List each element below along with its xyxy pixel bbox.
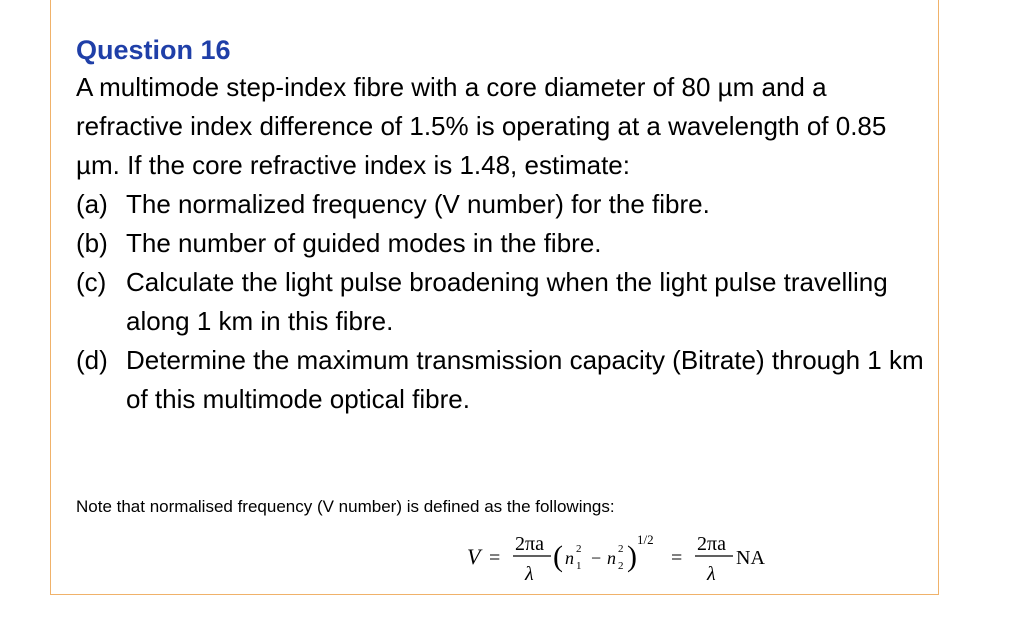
item-label: (b) bbox=[76, 228, 108, 258]
question-item-c bbox=[76, 263, 926, 341]
item-label: (d) bbox=[76, 345, 108, 375]
formula-denominator-2: λ bbox=[707, 563, 716, 585]
formula-n2-sub: 2 bbox=[618, 560, 624, 572]
formula-minus: − bbox=[591, 548, 602, 568]
formula-n1-sub: 1 bbox=[576, 560, 582, 572]
question-intro: A multimode step-index fibre with a core diameter of 80 µm and a refractive index difference of 1.5% is operating at a wavelength of 0.85 µm. If the core refractive index is 1.48, estimate: bbox=[76, 72, 887, 180]
question-title: Question 16 bbox=[76, 35, 231, 65]
v-number-formula bbox=[465, 522, 825, 592]
formula-na: NA bbox=[736, 547, 765, 569]
formula-n1: n bbox=[565, 548, 574, 568]
question-item-a bbox=[76, 185, 926, 224]
formula-equals-2: = bbox=[671, 547, 683, 569]
question-item-b bbox=[76, 224, 926, 263]
question-items bbox=[76, 185, 926, 419]
formula-denominator: λ bbox=[525, 563, 534, 585]
question-item-d bbox=[76, 341, 926, 419]
formula-numerator: 2πa bbox=[515, 533, 544, 555]
formula-equals: = bbox=[489, 547, 501, 569]
formula-power: 1/2 bbox=[637, 532, 654, 547]
formula-v: V bbox=[467, 544, 481, 569]
formula-numerator-2: 2πa bbox=[697, 533, 726, 555]
item-label: (c) bbox=[76, 267, 107, 297]
formula-n2: n bbox=[607, 548, 616, 568]
formula-n2-sup: 2 bbox=[618, 543, 624, 555]
item-text: The number of guided modes in the fibre. bbox=[126, 228, 602, 258]
formula-n1-sup: 2 bbox=[576, 543, 582, 555]
item-text: Determine the maximum transmission capacity (Bitrate) through 1 km of this multimode optical fibre. bbox=[126, 345, 924, 414]
item-text: Calculate the light pulse broadening when the light pulse travelling along 1 km in this fibre. bbox=[126, 267, 888, 336]
item-label: (a) bbox=[76, 189, 108, 219]
left-paren: ( bbox=[553, 540, 563, 573]
question-content bbox=[76, 32, 926, 419]
definition-note: Note that normalised frequency (V number) is defined as the followings: bbox=[76, 497, 615, 516]
right-paren: ) bbox=[627, 540, 637, 573]
item-text: The normalized frequency (V number) for the fibre. bbox=[126, 189, 710, 219]
